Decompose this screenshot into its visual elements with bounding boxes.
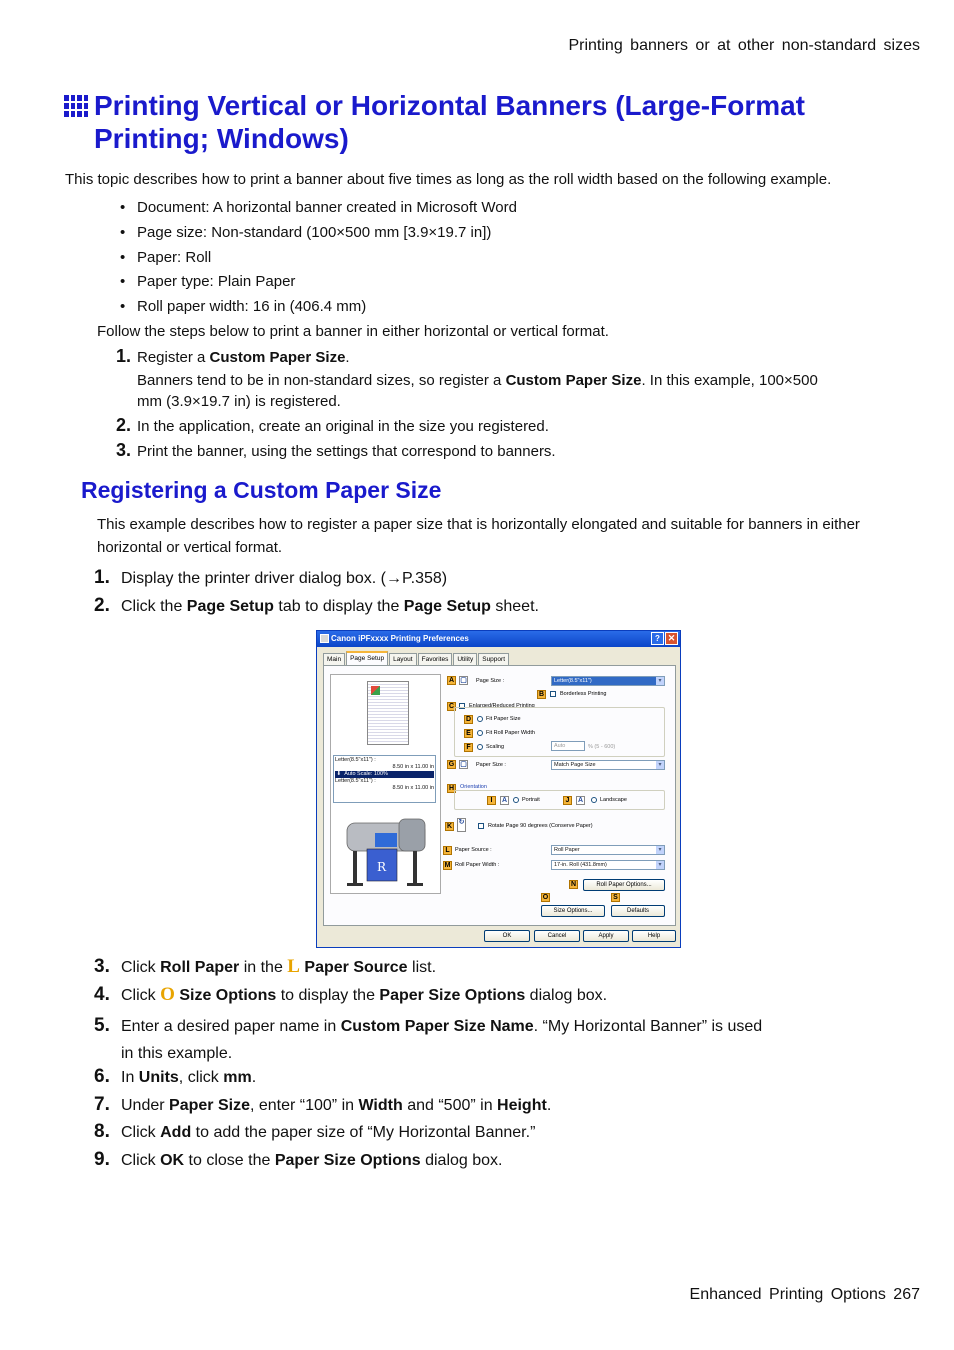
grid-icon: [64, 95, 88, 117]
fit-roll-radio[interactable]: [477, 730, 483, 736]
tab-utility[interactable]: Utility: [453, 653, 477, 665]
portrait-radio[interactable]: [513, 797, 519, 803]
dialog-tabs: [323, 653, 510, 665]
list-item: • Document: A horizontal banner created in Microsoft Word: [120, 199, 517, 216]
apply-button[interactable]: Apply: [583, 930, 629, 942]
chevron-down-icon: ▾: [656, 861, 664, 869]
orientation-group: [454, 790, 665, 810]
page-title-line2: Printing; Windows): [94, 123, 349, 154]
callout-e: E: [464, 729, 473, 738]
chevron-down-icon: ▾: [656, 761, 664, 769]
tab-page-setup[interactable]: Page Setup: [346, 651, 388, 665]
callout-k: K: [446, 823, 453, 830]
section-paragraph: This example describes how to register a paper size that is horizontally elongated and suitable for banners in either horizontal or vertical format.: [97, 516, 860, 556]
b-step-5: 5. Enter a desired paper name in Custom Paper Size Name. “My Horizontal Banner” is used in this example.: [94, 1015, 763, 1062]
step-1: 1. Register a Custom Paper Size.: [116, 346, 350, 366]
borderless-label: Borderless Printing: [560, 691, 607, 697]
b-step-6: 6. In Units, click mm.: [94, 1066, 257, 1087]
landscape-radio[interactable]: [591, 797, 597, 803]
close-icon[interactable]: ✕: [665, 632, 678, 645]
tab-support[interactable]: Support: [478, 653, 509, 665]
orientation-label: Orientation: [460, 784, 487, 790]
page-icon: ▢: [460, 677, 467, 684]
callout-n: N: [570, 881, 577, 888]
portrait-icon: A: [501, 797, 508, 804]
paper-size-label: Paper Size :: [476, 762, 506, 768]
help-icon[interactable]: ?: [651, 632, 664, 645]
callout-a: A: [448, 677, 455, 684]
printer-icon: [320, 634, 329, 643]
size-options-button[interactable]: Size Options...: [541, 905, 605, 917]
page-size-select[interactable]: Letter(8.5"x11") ▾: [551, 676, 665, 686]
fit-paper-label: Fit Paper Size: [486, 716, 521, 722]
landscape-icon: A: [577, 797, 584, 804]
dialog-title: Canon iPFxxxx Printing Preferences: [331, 634, 469, 643]
landscape-label: Landscape: [600, 797, 627, 803]
fit-roll-label: Fit Roll Paper Width: [486, 730, 535, 736]
tab-favorites[interactable]: Favorites: [418, 653, 453, 665]
chevron-down-icon: ▾: [656, 846, 664, 854]
page-footer: Enhanced Printing Options 267: [689, 1286, 920, 1303]
b-step-4: 4. Click O Size Options to display the Paper Size Options dialog box.: [94, 984, 608, 1005]
enlarged-label: Enlarged/Reduced Printing: [469, 703, 535, 709]
callout-o: O: [542, 894, 549, 901]
step-2: 2. In the application, create an original in the size you registered.: [116, 415, 549, 435]
callout-f: F: [464, 743, 473, 752]
list-item: • Roll paper width: 16 in (406.4 mm): [120, 298, 367, 316]
callout-g: G: [448, 761, 455, 768]
portrait-label: Portrait: [522, 797, 540, 803]
rotate-icon: ↻: [457, 818, 466, 832]
scaling-radio[interactable]: [477, 744, 483, 750]
roll-paper-options-button[interactable]: Roll Paper Options...: [583, 879, 665, 891]
help-button[interactable]: Help: [632, 930, 676, 942]
running-header: Printing banners or at other non-standard sizes: [568, 37, 920, 54]
step-1-detail: Banners tend to be in non-standard sizes, so register a Custom Paper Size. In this example, 100×500 mm (3.9×19.7 in) is registered.: [137, 372, 818, 410]
intro-paragraph: This topic describes how to print a banner about five times as long as the roll width based on the following example.: [65, 171, 832, 188]
fit-paper-radio[interactable]: [477, 716, 483, 722]
printing-preferences-dialog: [316, 630, 681, 948]
dialog-titlebar: [317, 631, 680, 647]
callout-j: J: [563, 796, 572, 805]
b-step-3: 3. Click Roll Paper in the L Paper Source list.: [94, 956, 437, 977]
defaults-button[interactable]: Defaults: [611, 905, 665, 917]
step-3: 3. Print the banner, using the settings that correspond to banners.: [116, 440, 556, 460]
callout-m: M: [444, 862, 451, 869]
paper-size-select[interactable]: Match Page Size ▾: [551, 760, 665, 770]
preview-pane: [330, 674, 441, 894]
chevron-down-icon: ▾: [656, 677, 664, 685]
svg-text:R: R: [377, 860, 387, 874]
printer-illustration: [339, 815, 433, 893]
list-item: • Page size: Non-standard (100×500 mm [3.9×19.7 in]): [120, 223, 492, 241]
cancel-button[interactable]: Cancel: [534, 930, 580, 942]
page-preview: [367, 681, 409, 745]
callout-b: B: [538, 691, 545, 698]
tab-layout[interactable]: Layout: [389, 653, 417, 665]
b-step-7: 7. Under Paper Size, enter “100” in Width and “500” in Height.: [94, 1094, 552, 1115]
example-bullets: [120, 199, 517, 323]
borderless-checkbox[interactable]: [550, 691, 556, 697]
page-setup-panel: [323, 665, 676, 926]
b-step-1: 1. Display the printer driver dialog box. (→P.358): [94, 567, 448, 588]
follow-paragraph: Follow the steps below to print a banner in either horizontal or vertical format.: [97, 323, 609, 340]
section-heading: Registering a Custom Paper Size: [81, 477, 442, 503]
b-step-2: 2. Click the Page Setup tab to display the Page Setup sheet.: [94, 595, 539, 616]
roll-width-label: Roll Paper Width :: [455, 862, 500, 868]
roll-width-select[interactable]: 17-in. Roll (431.8mm) ▾: [551, 860, 665, 870]
b-step-9: 9. Click OK to close the Paper Size Options dialog box.: [94, 1149, 503, 1170]
callout-d: D: [465, 716, 472, 723]
callout-s: S: [611, 893, 620, 902]
tab-main[interactable]: Main: [323, 653, 345, 665]
size-info-box: Letter(8.5"x11") : 8.50 in x 11.00 in ⬇ Auto Scale: 100% Letter(8.5"x11") : 8.50 in x 11.00 in: [333, 755, 436, 803]
paper-source-select[interactable]: Roll Paper ▾: [551, 845, 665, 855]
rotate-label: Rotate Page 90 degrees (Conserve Paper): [488, 823, 593, 829]
callout-l: L: [443, 846, 452, 855]
b-step-8: 8. Click Add to add the paper size of “My Horizontal Banner.”: [94, 1121, 536, 1142]
scaling-input[interactable]: Auto: [551, 741, 585, 751]
page-title: [94, 89, 914, 155]
callout-c: C: [448, 703, 455, 710]
paper-source-label: Paper Source :: [455, 847, 492, 853]
page-title-line1: Printing Vertical or Horizontal Banners (Large-Format: [94, 90, 806, 121]
list-item: • Paper: Roll: [120, 248, 212, 266]
scaling-range: % (5 - 600): [588, 744, 616, 750]
scaling-label: Scaling: [486, 744, 505, 750]
callout-h: H: [448, 785, 455, 792]
paper-icon: ▢: [460, 761, 467, 768]
callout-i: I: [487, 796, 496, 805]
list-item: • Paper type: Plain Paper: [120, 273, 296, 291]
page-size-label: Page Size :: [476, 678, 505, 684]
ok-button[interactable]: OK: [484, 930, 530, 942]
rotate-checkbox[interactable]: [478, 823, 484, 829]
